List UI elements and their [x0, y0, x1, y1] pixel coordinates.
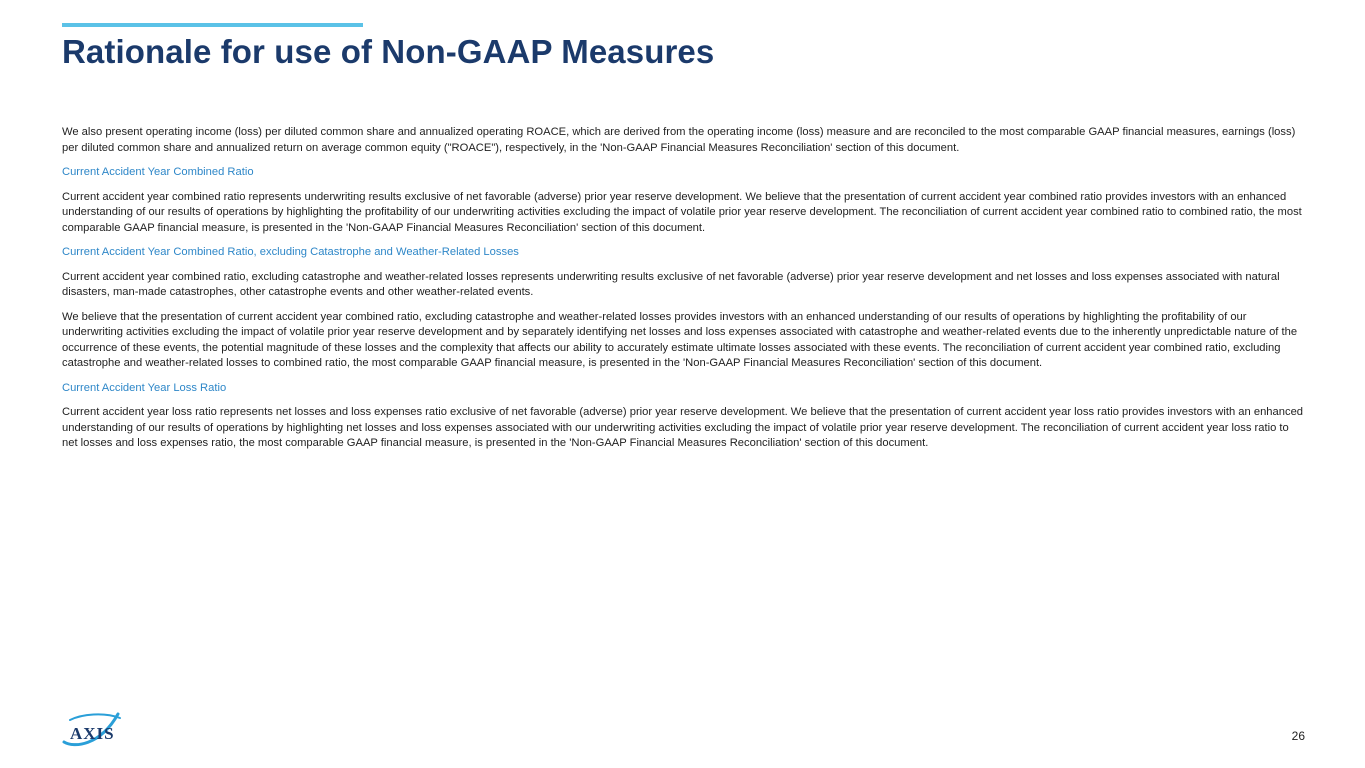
section-heading-cay-loss-ratio: Current Accident Year Loss Ratio — [62, 381, 227, 394]
section-text-cay-combined-ratio-ex-cat-definition: Current accident year combined ratio, excluding catastrophe and weather-related losses represents underwriting results exclusive of net favorable (adverse) prior year reserve development and net losses and loss expenses associated with natural disasters, man-made catastrophes, other catastrophe events and other weather-related events. — [62, 270, 1280, 298]
slide-body — [62, 125, 1307, 461]
axis-logo-icon — [60, 708, 124, 750]
section-text-cay-combined-ratio: Current accident year combined ratio represents underwriting results exclusive of net favorable (adverse) prior year reserve development. We believe that the presentation of current accident year combined ratio provides investors with an enhanced understanding of our results of operations by highlighting the profitability of our underwriting activities excluding the impact of volatile prior year reserve development. The reconciliation of current accident year combined ratio to combined ratio, the most comparable GAAP financial measure, is presented in the 'Non-GAAP Financial Measures Reconciliation' section of this document. — [62, 190, 1302, 234]
section-text-cay-loss-ratio: Current accident year loss ratio represents net losses and loss expenses ratio exclusive of net favorable (adverse) prior year reserve development. We believe that the presentation of current accident year loss ratio provides investors with an enhanced understanding of our results of operations by highlighting net losses and loss expenses associated with our underwriting activities excluding the impact of volatile prior year reserve development. The reconciliation of current accident year loss ratio to net losses and loss expenses ratio, the most comparable GAAP financial measure, is presented in the 'Non-GAAP Financial Measures Reconciliation' section of this document. — [62, 406, 1304, 449]
section-text-cay-combined-ratio-ex-cat-rationale: We believe that the presentation of current accident year combined ratio, excluding catastrophe and weather-related losses provides investors with an enhanced understanding of our results of operations by highlighting the profitability of our underwriting activities excluding the impact of volatile prior year reserve development and by separately identifying net losses and loss expenses associated with catastrophe and weather-related events due to the inherently unpredictable nature of the occurrence of these events, the potential magnitude of these losses and the complexity that affects our ability to accurately estimate ultimate losses associated with these events. The reconciliation of current accident year combined ratio, excluding catastrophe and weather-related losses to combined ratio, the most comparable GAAP financial measure, is presented in the 'Non-GAAP Financial Measures Reconciliation' section of this document. — [62, 310, 1298, 369]
section-heading-cay-combined-ratio: Current Accident Year Combined Ratio — [62, 166, 254, 178]
page-title: Rationale for use of Non-GAAP Measures — [62, 33, 715, 70]
logo-wordmark: AXIS — [70, 724, 115, 743]
intro-paragraph: We also present operating income (loss) per diluted common share and annualized operating ROACE, which are derived from the operating income (loss) measure and are reconciled to the most comparable GAAP financial measures, earnings (loss) per diluted common share and annualized return on average common equity ("ROACE"), respectively, in the 'Non-GAAP Financial Measures Reconciliation' section of this document. — [62, 126, 1296, 154]
title-accent-bar — [62, 23, 363, 27]
page-number: 26 — [1291, 729, 1305, 743]
section-heading-cay-combined-ratio-ex-cat: Current Accident Year Combined Ratio, excluding Catastrophe and Weather-Related Losses — [62, 246, 519, 258]
